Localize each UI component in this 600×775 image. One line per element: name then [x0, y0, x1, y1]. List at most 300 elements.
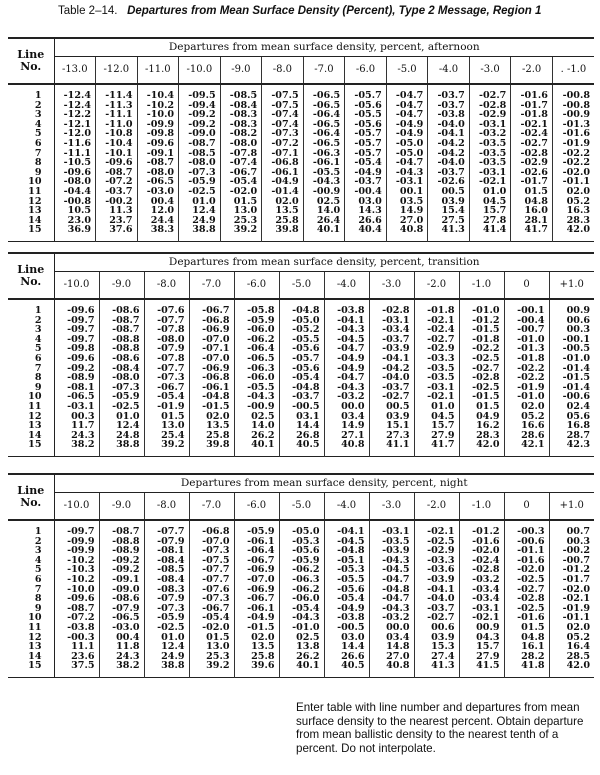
column-header: -9.0 [99, 272, 144, 300]
table-cell: -09.2 [179, 120, 221, 130]
table-cell: -00.2 [549, 546, 594, 556]
table-cell: -09.5 [179, 91, 221, 101]
table-cell: -01.0 [279, 623, 324, 633]
table-cell: 14.3 [345, 206, 387, 216]
table-cell: -05.8 [234, 306, 279, 316]
line-number: 7 [8, 149, 54, 159]
table-cell: -06.7 [189, 604, 234, 614]
table-cell: -06.5 [303, 139, 345, 149]
table-cell: -03.5 [414, 364, 459, 374]
line-number: 9 [8, 168, 54, 178]
table-cell: -11.6 [54, 139, 96, 149]
table-cell: 38.8 [144, 661, 189, 671]
table-cell: -06.1 [262, 168, 304, 178]
table-cell: 42.1 [504, 440, 549, 450]
table-cell: -02.8 [459, 373, 504, 383]
table-cell: -03.1 [459, 604, 504, 614]
table-cell: -02.1 [511, 120, 553, 130]
table-cell: -06.5 [54, 392, 99, 402]
table-cell: -01.2 [459, 316, 504, 326]
table-cell: 00.9 [549, 306, 594, 316]
table-cell: -08.4 [144, 556, 189, 566]
table-cell: -06.5 [99, 613, 144, 623]
table-cell: 40.8 [386, 225, 428, 235]
table-cell: -07.7 [189, 575, 234, 585]
table-cell: -06.5 [303, 101, 345, 111]
table-cell: -03.8 [54, 623, 99, 633]
column-header: 0 [504, 272, 549, 300]
table-cell: -05.6 [279, 364, 324, 374]
table-cell: -02.8 [469, 101, 511, 111]
table-cell: -06.9 [189, 364, 234, 374]
table-cell: -07.3 [189, 594, 234, 604]
table-caption: Departures from Mean Surface Density (Percent), Type 2 Message, Region 1 [127, 5, 542, 17]
table-cell: -07.7 [144, 527, 189, 537]
table-cell: 03.9 [428, 197, 470, 207]
table-cell: -00.9 [234, 402, 279, 412]
table-cell: 15.7 [414, 421, 459, 431]
line-number: 4 [8, 120, 54, 130]
table-cell: -04.9 [324, 354, 369, 364]
table-cell: 41.8 [504, 661, 549, 671]
table-cell: -05.6 [279, 546, 324, 556]
table-cell: -06.2 [234, 335, 279, 345]
table-cell: -09.6 [54, 306, 99, 316]
table-cell: 11.3 [96, 206, 138, 216]
table-number: Table 2–14. [58, 5, 118, 17]
column-header: -5.0 [386, 57, 428, 85]
table-cell: -06.5 [303, 91, 345, 101]
table-cell: 01.5 [189, 633, 234, 643]
table-cell: -03.1 [414, 383, 459, 393]
table-cell: 11.7 [54, 421, 99, 431]
table-cell: -01.6 [511, 91, 553, 101]
table-cell: -01.4 [262, 187, 304, 197]
table-cell: -07.4 [262, 120, 304, 130]
line-number: 6 [8, 575, 54, 585]
table-cell: -06.8 [189, 527, 234, 537]
table-cell: -06.8 [189, 316, 234, 326]
table-cell: -09.2 [54, 364, 99, 374]
table-cell: 23.6 [54, 652, 99, 662]
table-cell: 03.4 [369, 633, 414, 643]
table-cell: -04.8 [369, 585, 414, 595]
table-cell: -03.8 [324, 306, 369, 316]
table-cell: 36.9 [54, 225, 96, 235]
table-cell: -04.5 [324, 335, 369, 345]
table-cell: 37.6 [96, 225, 138, 235]
table-row [8, 216, 594, 226]
table-cell: -01.8 [459, 335, 504, 345]
table-row [8, 168, 594, 178]
table-cell: -10.3 [54, 565, 99, 575]
table-cell: 02.5 [279, 633, 324, 643]
table-cell: 39.2 [189, 661, 234, 671]
table-cell: 00.7 [549, 527, 594, 537]
table-cell: -08.5 [144, 565, 189, 575]
table-cell: -01.9 [549, 604, 594, 614]
column-header: -9.0 [99, 493, 144, 521]
table-cell: 15.7 [469, 206, 511, 216]
table-cell: -02.6 [511, 168, 553, 178]
table-cell: -09.7 [54, 335, 99, 345]
table-cell: 16.6 [504, 421, 549, 431]
line-number: 3 [8, 325, 54, 335]
table-cell: 28.7 [549, 431, 594, 441]
line-number: 13 [8, 421, 54, 431]
table-cell: 38.3 [137, 225, 179, 235]
table-cell: 13.8 [279, 642, 324, 652]
table-cell: 38.2 [99, 661, 144, 671]
table-cell: -10.2 [137, 101, 179, 111]
table-cell: -05.5 [303, 168, 345, 178]
table-cell: -03.7 [279, 392, 324, 402]
table-cell: -11.3 [96, 101, 138, 111]
table-cell: -00.2 [96, 197, 138, 207]
table-cell: -07.0 [189, 354, 234, 364]
table-cell: -09.6 [137, 139, 179, 149]
table-cell: -02.0 [459, 546, 504, 556]
line-number: 2 [8, 101, 54, 111]
table-cell: -09.2 [99, 565, 144, 575]
table-cell: -07.4 [262, 110, 304, 120]
table-cell: 14.9 [324, 421, 369, 431]
table-cell: -02.5 [144, 623, 189, 633]
table-cell: -00.4 [345, 187, 387, 197]
table-cell: -07.1 [189, 344, 234, 354]
table-cell: -07.3 [99, 383, 144, 393]
table-cell: -06.2 [279, 585, 324, 595]
line-number: 10 [8, 392, 54, 402]
table-cell: 28.1 [511, 216, 553, 226]
table-cell: -01.9 [144, 402, 189, 412]
table-cell: -01.7 [511, 177, 553, 187]
line-number: 7 [8, 585, 54, 595]
table-cell: -01.6 [459, 537, 504, 547]
column-header: -2.0 [414, 272, 459, 300]
table-cell: 04.9 [459, 412, 504, 422]
table-cell: -07.2 [262, 139, 304, 149]
table-cell: 39.8 [189, 440, 234, 450]
table-cell: -09.9 [54, 546, 99, 556]
table-cell: -02.8 [511, 149, 553, 159]
line-number: 2 [8, 537, 54, 547]
table-cell: -08.9 [54, 373, 99, 383]
table-cell: 23.0 [54, 216, 96, 226]
table-cell: 27.8 [469, 216, 511, 226]
table-cell: -09.6 [54, 594, 99, 604]
table-cell: -01.5 [549, 373, 594, 383]
table-cell: -05.3 [279, 537, 324, 547]
table-cell: -04.2 [428, 139, 470, 149]
table-cell: -01.1 [549, 613, 594, 623]
table-cell: -04.2 [369, 364, 414, 374]
table-cell: -05.4 [279, 604, 324, 614]
column-header: -3.0 [369, 272, 414, 300]
line-no-header: Line No. [8, 253, 54, 299]
table-cell: 39.2 [220, 225, 262, 235]
table-cell: -04.9 [386, 129, 428, 139]
table-cell: 28.3 [459, 431, 504, 441]
table-cell: -05.1 [324, 556, 369, 566]
table-cell: -03.4 [459, 585, 504, 595]
column-header: -13.0 [54, 57, 96, 85]
table-cell: -03.2 [469, 129, 511, 139]
table-cell: -08.0 [179, 158, 221, 168]
table-cell: -07.5 [189, 556, 234, 566]
line-number: 6 [8, 354, 54, 364]
table-cell: -01.5 [459, 325, 504, 335]
table-cell: 01.5 [220, 197, 262, 207]
column-header: -2.0 [414, 493, 459, 521]
table-cell: 16.0 [511, 206, 553, 216]
table-cell: -08.7 [96, 168, 138, 178]
table-cell: -05.9 [144, 613, 189, 623]
table-cell: -02.5 [504, 575, 549, 585]
table-row [8, 91, 594, 101]
table-cell: 40.8 [369, 661, 414, 671]
table-cell: -11.1 [54, 149, 96, 159]
table-cell: 03.0 [324, 633, 369, 643]
table-cell: -02.5 [414, 537, 459, 547]
column-header: +1.0 [549, 272, 594, 300]
table-cell: -01.8 [504, 354, 549, 364]
table-cell: -06.9 [234, 585, 279, 595]
table-row [8, 225, 594, 235]
table-cell: -06.8 [189, 373, 234, 383]
table-cell: -04.1 [414, 585, 459, 595]
table-cell: -08.0 [144, 335, 189, 345]
table-cell: 41.7 [414, 440, 459, 450]
table-cell: -06.5 [137, 177, 179, 187]
table-cell: 13.0 [144, 421, 189, 431]
table-cell: 39.2 [144, 440, 189, 450]
table-cell: 11.8 [99, 642, 144, 652]
table-cell: -03.7 [428, 91, 470, 101]
table-cell: -11.1 [96, 110, 138, 120]
table-cell: -03.0 [99, 623, 144, 633]
table-cell: -06.7 [144, 383, 189, 393]
table-cell: -03.1 [369, 316, 414, 326]
table-cell: -06.3 [303, 149, 345, 159]
table-cell: 01.0 [414, 402, 459, 412]
table-cell: -01.0 [459, 306, 504, 316]
table-cell: -06.3 [234, 364, 279, 374]
table-cell: -04.3 [386, 168, 428, 178]
table-cell: -07.3 [179, 168, 221, 178]
density-table [8, 37, 594, 242]
table-cell: -01.5 [459, 392, 504, 402]
table-cell: -04.4 [54, 187, 96, 197]
table-cell: -03.1 [469, 120, 511, 130]
line-number: 1 [8, 306, 54, 316]
table-cell: -07.0 [189, 537, 234, 547]
line-number: 4 [8, 335, 54, 345]
table-cell: -00.4 [504, 316, 549, 326]
table-cell: -03.3 [414, 354, 459, 364]
table-cell: 01.0 [144, 633, 189, 643]
table-cell: -07.7 [144, 364, 189, 374]
table-cell: -02.7 [414, 335, 459, 345]
table-cell: -10.8 [96, 129, 138, 139]
table-cell: -05.0 [279, 527, 324, 537]
table-cell: 02.5 [303, 197, 345, 207]
table-cell: 40.8 [324, 440, 369, 450]
table-cell: -03.7 [369, 383, 414, 393]
table-cell: -04.9 [324, 364, 369, 374]
table-cell: 05.6 [549, 412, 594, 422]
table-cell: 27.3 [369, 431, 414, 441]
table-cell: -07.5 [262, 101, 304, 111]
table-cell: 28.2 [504, 652, 549, 662]
table-cell: -04.0 [428, 158, 470, 168]
table-cell: -01.2 [549, 565, 594, 575]
line-number: 12 [8, 412, 54, 422]
table-cell: 26.6 [345, 216, 387, 226]
table-cell: -02.7 [369, 392, 414, 402]
table-cell: -09.2 [99, 556, 144, 566]
table-cell: -08.8 [99, 537, 144, 547]
table-cell: -10.1 [96, 149, 138, 159]
table-cell: -04.3 [369, 604, 414, 614]
line-no-header: Line No. [8, 38, 54, 84]
column-header: -4.0 [324, 272, 369, 300]
table-cell: 42.0 [459, 440, 504, 450]
table-cell: -05.6 [324, 585, 369, 595]
line-number: 3 [8, 110, 54, 120]
group-header: Departures from mean surface density, percent, transition [54, 253, 594, 272]
table-cell: -08.0 [99, 373, 144, 383]
table-cell: -02.1 [414, 392, 459, 402]
table-cell: -05.6 [279, 344, 324, 354]
table-cell: 26.4 [303, 216, 345, 226]
table-cell: 27.0 [386, 216, 428, 226]
table-cell: -00.8 [552, 101, 594, 111]
table-cell: -05.4 [345, 158, 387, 168]
table-cell: -04.7 [386, 158, 428, 168]
table-cell: -03.7 [428, 101, 470, 111]
table-cell: 00.5 [369, 402, 414, 412]
table-cell: -06.1 [189, 383, 234, 393]
table-cell: 41.1 [369, 440, 414, 450]
table-cell: -02.2 [552, 149, 594, 159]
table-cell: 24.8 [99, 431, 144, 441]
table-cell: 02.0 [552, 187, 594, 197]
table-cell: -04.9 [386, 120, 428, 130]
table-cell: -05.4 [279, 373, 324, 383]
group-header: Departures from mean surface density, percent, night [54, 474, 594, 493]
table-cell: -09.6 [96, 158, 138, 168]
table-cell: -03.2 [369, 613, 414, 623]
table-cell: -00.5 [549, 344, 594, 354]
table-cell: -10.4 [96, 139, 138, 149]
table-cell: 00.3 [549, 537, 594, 547]
table-cell: 14.0 [234, 421, 279, 431]
table-cell: -01.1 [504, 546, 549, 556]
table-cell: 23.7 [96, 216, 138, 226]
line-number: 10 [8, 613, 54, 623]
table-cell: 02.4 [549, 402, 594, 412]
table-cell: -06.8 [262, 158, 304, 168]
table-cell: -08.0 [137, 168, 179, 178]
table-cell: -03.8 [324, 613, 369, 623]
table-cell: -08.2 [220, 129, 262, 139]
table-row [8, 177, 594, 187]
table-cell: -03.1 [469, 168, 511, 178]
table-cell: -11.0 [96, 120, 138, 130]
table-cell: 04.8 [504, 633, 549, 643]
table-cell: -06.5 [303, 120, 345, 130]
table-cell: 16.8 [549, 421, 594, 431]
table-cell: 40.1 [234, 440, 279, 450]
table-cell: -00.8 [552, 91, 594, 101]
table-cell: -03.9 [369, 546, 414, 556]
table-cell: -00.5 [324, 623, 369, 633]
table-cell: 28.6 [504, 431, 549, 441]
column-header: -3.0 [469, 57, 511, 85]
table-cell: 13.5 [234, 642, 279, 652]
column-header: -10.0 [54, 272, 99, 300]
table-cell: -02.6 [428, 177, 470, 187]
line-number: 15 [8, 440, 54, 450]
table-cell: -01.0 [504, 335, 549, 345]
table-cell: -07.8 [220, 149, 262, 159]
table-cell: 02.0 [504, 402, 549, 412]
table-cell: -09.6 [54, 168, 96, 178]
table-cell: -08.7 [179, 139, 221, 149]
table-cell: 11.1 [54, 642, 99, 652]
table-cell: -02.7 [504, 585, 549, 595]
table-cell: 02.0 [234, 633, 279, 643]
table-cell: -05.0 [386, 139, 428, 149]
table-cell: 38.2 [54, 440, 99, 450]
table-cell: -01.8 [511, 110, 553, 120]
table-cell: 02.0 [189, 412, 234, 422]
table-cell: -08.7 [137, 158, 179, 168]
table-cell: -06.7 [234, 556, 279, 566]
table-cell: 24.3 [99, 652, 144, 662]
table-cell: -00.3 [504, 527, 549, 537]
line-number: 11 [8, 623, 54, 633]
table-cell: -12.2 [54, 110, 96, 120]
table-cell: -04.7 [386, 101, 428, 111]
table-cell: 40.5 [279, 440, 324, 450]
column-header: -5.0 [279, 272, 324, 300]
table-cell: -09.9 [54, 537, 99, 547]
table-cell: -05.0 [386, 149, 428, 159]
table-cell: 00.5 [428, 187, 470, 197]
table-cell: -03.5 [369, 537, 414, 547]
column-header: -12.0 [96, 57, 138, 85]
table-cell: 42.3 [549, 440, 594, 450]
table-row [8, 197, 594, 207]
table-cell: -06.1 [303, 158, 345, 168]
table-cell: -02.5 [179, 187, 221, 197]
table-cell: -08.1 [144, 546, 189, 556]
column-header: -6.0 [234, 493, 279, 521]
table-cell: -06.2 [279, 565, 324, 575]
table-cell: -02.0 [504, 565, 549, 575]
line-number: 5 [8, 344, 54, 354]
table-cell: -04.1 [428, 129, 470, 139]
table-cell: 05.2 [549, 633, 594, 643]
line-number: 2 [8, 316, 54, 326]
table-cell: 40.1 [303, 225, 345, 235]
table-cell: 03.4 [324, 412, 369, 422]
table-cell: -02.9 [511, 158, 553, 168]
night-section [8, 473, 594, 678]
table-cell: -05.9 [179, 177, 221, 187]
